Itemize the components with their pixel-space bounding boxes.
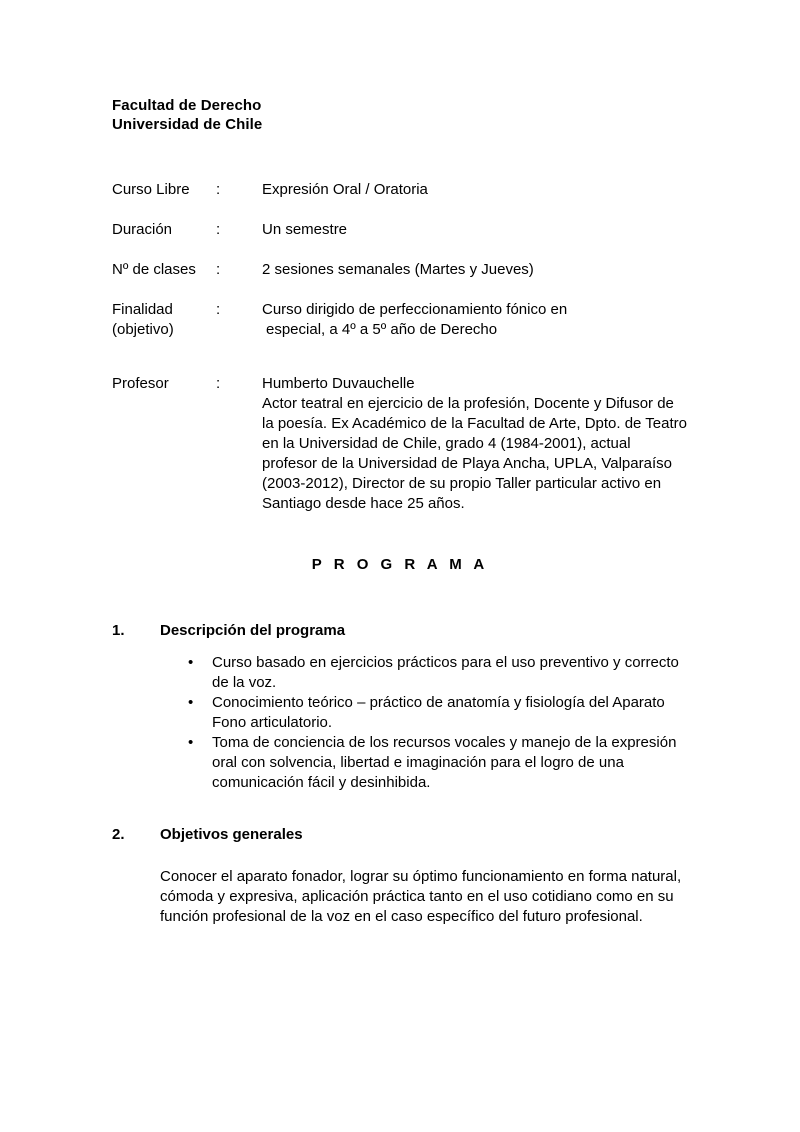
section-descripcion-del-programa: [112, 621, 688, 793]
section-heading: [112, 621, 688, 641]
meta-colon: :: [216, 221, 221, 238]
meta-value-finalidad-line1: Curso dirigido de perfeccionamiento fónico en: [262, 301, 568, 318]
list-item: • Curso basado en ejercicios prácticos para el uso preventivo y correcto de la voz.: [188, 653, 688, 693]
meta-value-profesor: [262, 374, 688, 514]
table-row: [112, 374, 688, 514]
course-meta-table: [112, 180, 688, 514]
table-row: [112, 300, 688, 374]
list-item: • Toma de conciencia de los recursos vocales y manejo de la expresión oral con solvencia, libertad e imaginación para el logro de una comunicación fácil y desinhibida.: [188, 733, 688, 793]
meta-label-duracion: Duración: [112, 221, 173, 238]
meta-colon: :: [216, 261, 221, 278]
document-header: [112, 96, 688, 134]
meta-colon: :: [216, 181, 221, 198]
meta-label-finalidad-line1: Finalidad: [112, 301, 173, 318]
table-row: [112, 260, 688, 300]
header-university: Universidad de Chile: [112, 116, 263, 133]
meta-colon-text: :: [216, 301, 221, 318]
meta-label-n-clases: Nº de clases: [112, 261, 196, 278]
programa-heading: P R O G R A M A: [311, 556, 489, 573]
meta-value-curso-libre: Expresión Oral / Oratoria: [262, 181, 428, 198]
header-faculty: Facultad de Derecho: [112, 97, 262, 114]
meta-label-finalidad: [112, 300, 216, 374]
list-item: • Conocimiento teórico – práctico de anatomía y fisiología del Aparato Fono articulatorio.: [188, 693, 688, 733]
meta-label-profesor: Profesor: [112, 375, 169, 392]
meta-value-n-clases: 2 sesiones semanales (Martes y Jueves): [262, 261, 534, 278]
section-body: Conocer el aparato fonador, lograr su óptimo funcionamiento en forma natural, cómoda y expresiva, aplicación práctica tanto en el uso cotidiano como en su función profesional de la voz en el caso específico del futuro profesional.: [160, 868, 682, 925]
section-title: Descripción del programa: [160, 622, 346, 639]
meta-colon: [216, 300, 262, 374]
meta-label-curso-libre: Curso Libre: [112, 181, 190, 198]
meta-value-finalidad-line2: especial, a 4º a 5º año de Derecho: [266, 321, 498, 338]
table-row: [112, 220, 688, 260]
section-title: Objetivos generales: [160, 826, 303, 843]
meta-value-finalidad: [262, 300, 688, 374]
professor-name: Humberto Duvauchelle: [262, 375, 415, 392]
section-objetivos-generales: [112, 825, 688, 927]
section-heading: [112, 825, 688, 845]
professor-bio: Actor teatral en ejercicio de la profesión, Docente y Difusor de la poesía. Ex Académico de la Facultad de Arte, Dpto. de Teatro en la Universidad de Chile, grado 4 (1984-2001), actual profesor de la Universidad de Playa Ancha, UPLA, Valparaíso (2003-2012), Director de su propio Taller particular activo en Santiago desde hace 25 años.: [262, 395, 687, 512]
meta-colon: :: [216, 375, 221, 392]
meta-value-duracion: Un semestre: [262, 221, 348, 238]
section-number: 1.: [112, 622, 125, 639]
meta-label-finalidad-line2: (objetivo): [112, 321, 174, 338]
section-bullet-list: [112, 653, 688, 793]
section-number: 2.: [112, 826, 125, 843]
table-row: [112, 180, 688, 220]
